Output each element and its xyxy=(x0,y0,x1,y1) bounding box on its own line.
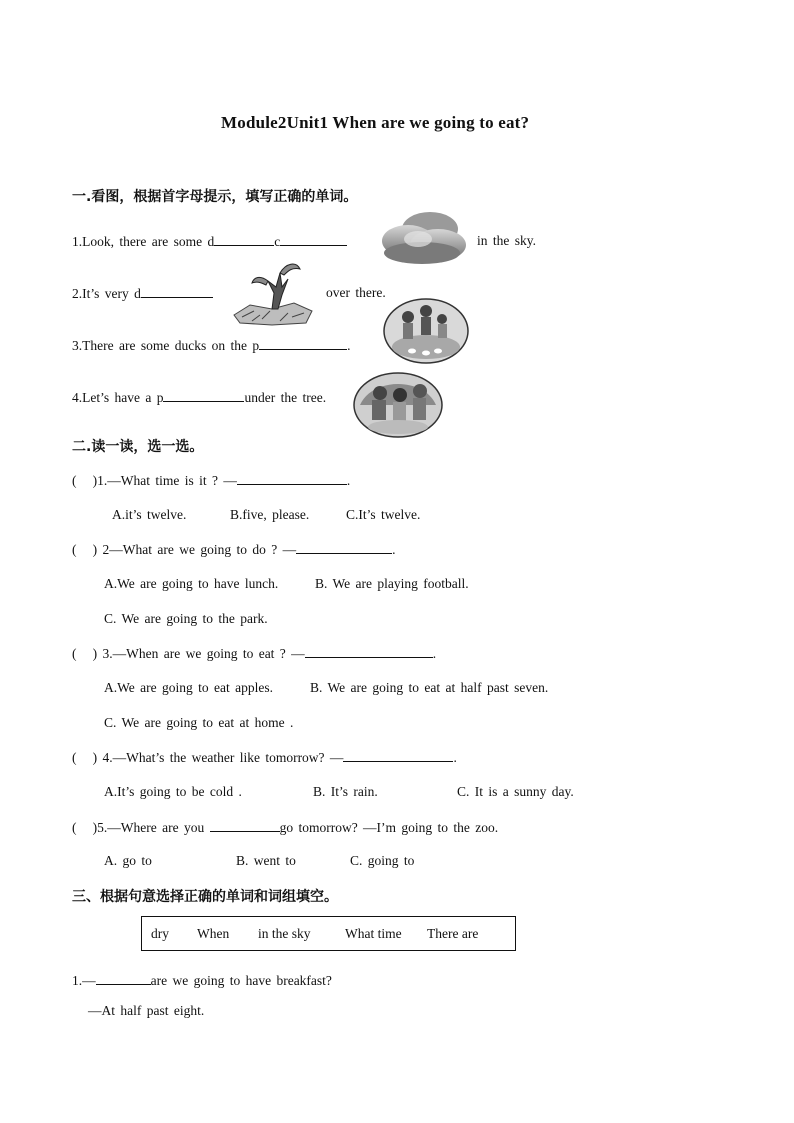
word-bank-item: dry xyxy=(151,926,169,941)
section-1-heading: 一.看图，根据首字母提示，填写正确的单词。 xyxy=(72,189,358,205)
question-3-1-answer: —At half past eight. xyxy=(88,1003,205,1018)
word-bank-box xyxy=(141,916,516,951)
option-b: B. We are going to eat at half past seven. xyxy=(310,680,549,695)
option-b: B. went to xyxy=(236,853,296,868)
question-1-1-end: in the sky. xyxy=(477,233,536,248)
question-1-4: 4.Let’s have a p under the tree. xyxy=(72,390,327,405)
answer-blank[interactable] xyxy=(237,472,347,485)
answer-paren[interactable]: ( xyxy=(72,750,93,765)
option-b: B. We are playing football. xyxy=(315,576,469,591)
question-2-3: ( ) 3.—When are we going to eat ? — . xyxy=(72,646,437,661)
question-1-2: 2.It’s very d xyxy=(72,285,213,302)
question-2-5: ( )5.—Where are you go tomorrow? —I’m going to the zoo. xyxy=(72,820,499,835)
option-b: B. It’s rain. xyxy=(313,784,378,799)
answer-paren[interactable]: ( xyxy=(72,473,93,488)
question-3-1: 1.— are we going to have breakfast? xyxy=(72,973,332,988)
picnic-picture xyxy=(352,371,444,439)
word-bank-item: When xyxy=(197,926,230,941)
option-b: B.five, please. xyxy=(230,507,310,522)
question-2-4: ( ) 4.—What’s the weather like tomorrow? — . xyxy=(72,750,457,765)
clouds-picture xyxy=(378,209,468,267)
option-c: C. going to xyxy=(350,853,415,868)
word-bank-item: in the sky xyxy=(258,926,311,941)
option-a: A.We are going to have lunch. xyxy=(104,576,279,591)
answer-blank[interactable] xyxy=(163,389,244,402)
answer-blank[interactable] xyxy=(296,541,392,554)
answer-blank[interactable] xyxy=(343,749,453,762)
question-1-1: 1.Look, there are some d c xyxy=(72,233,347,250)
question-1-3: 3.There are some ducks on the p . xyxy=(72,338,351,353)
answer-blank[interactable] xyxy=(210,819,280,832)
question-1-2-end: over there. xyxy=(326,285,386,300)
question-2-2: ( ) 2—What are we going to do ? — . xyxy=(72,542,396,557)
option-c: C. It is a sunny day. xyxy=(457,784,574,799)
park-ducks-picture xyxy=(382,297,470,365)
option-a: A.It’s going to be cold . xyxy=(104,784,242,799)
option-a: A. go to xyxy=(104,853,152,868)
question-2-1: ( )1.—What time is it ? — . xyxy=(72,473,351,488)
page-title: Module2Unit1 When are we going to eat? xyxy=(221,113,530,132)
dry-land-picture xyxy=(232,253,314,327)
answer-blank[interactable] xyxy=(141,285,213,298)
answer-blank[interactable] xyxy=(214,233,274,246)
answer-blank[interactable] xyxy=(280,233,347,246)
section-2-heading: 二.读一读，选一选。 xyxy=(72,439,204,455)
answer-blank[interactable] xyxy=(259,337,347,350)
option-c: C. We are going to the park. xyxy=(104,611,268,626)
word-bank-item: What time xyxy=(345,926,402,941)
option-c: C. We are going to eat at home . xyxy=(104,715,294,730)
answer-paren[interactable]: ( xyxy=(72,646,93,661)
option-a: A.it’s twelve. xyxy=(112,507,187,522)
answer-blank[interactable] xyxy=(96,972,151,985)
option-c: C.It’s twelve. xyxy=(346,507,421,522)
answer-paren[interactable]: ( xyxy=(72,820,93,835)
answer-paren[interactable]: ( xyxy=(72,542,93,557)
answer-blank[interactable] xyxy=(305,645,433,658)
option-a: A.We are going to eat apples. xyxy=(104,680,273,695)
word-bank-item: There are xyxy=(427,926,479,941)
section-3-heading: 三、根据句意选择正确的单词和词组填空。 xyxy=(72,889,338,905)
